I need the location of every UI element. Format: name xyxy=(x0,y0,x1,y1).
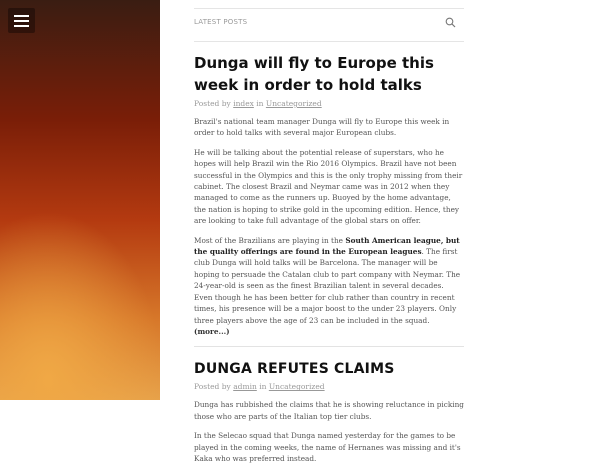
post-paragraph xyxy=(194,235,464,338)
post-paragraph: In the Selecao squad that Dunga named yesterday for the games to be played in the coming weeks, the name of Hernanes was missing and it's Kaka who was preferred instead. xyxy=(194,431,461,463)
meta-in: in xyxy=(256,99,264,108)
post-divider xyxy=(194,346,464,347)
posts-header-bar xyxy=(194,8,464,42)
post-article xyxy=(194,52,464,347)
post-paragraph: Dunga has rubbished the claims that he is showing reluctance in picking those who are parts of the Italian top tier clubs. xyxy=(194,400,464,421)
menu-toggle-button[interactable] xyxy=(8,8,35,33)
post-paragraph: He will be talking about the potential release of superstars, who he hopes will help Brazil win the Rio 2016 Olympics. Brazil have not been successful in the Olympics and this is the only trophy missing from their cabinet. The closest Brazil and Neymar came was in 2012 when they managed to come as the runners up. Buoyed by the home advantage, the nation is hoping to strike gold in the upcoming edition. Hence, they are looking to take full advantage of the global stars on offer. xyxy=(194,147,463,226)
post-title-link[interactable]: DUNGA REFUTES CLAIMS xyxy=(194,361,395,378)
paragraph-bold-text: South American league, but the quality offerings are found in the European leagues xyxy=(194,235,460,257)
author-link[interactable]: index xyxy=(233,99,254,108)
sidebar-background xyxy=(0,0,160,400)
post-paragraph: Brazil's national team manager Dunga will fly to Europe this week in order to hold talks with several major European clubs. xyxy=(194,117,450,138)
post-title-link[interactable]: Dunga will fly to Europe this week in order to hold talks xyxy=(194,54,434,94)
meta-prefix: Posted by xyxy=(194,382,231,392)
author-link[interactable]: admin xyxy=(233,382,257,392)
read-more-link[interactable]: (more...) xyxy=(194,326,230,336)
meta-prefix: Posted by xyxy=(194,99,231,108)
post-article xyxy=(194,359,464,464)
category-link[interactable]: Uncategorized xyxy=(268,382,325,392)
main-content xyxy=(194,0,464,463)
category-link[interactable]: Uncategorized xyxy=(265,99,322,108)
post-meta xyxy=(194,382,464,391)
post-meta xyxy=(194,99,464,108)
paragraph-text: . The first club Dunga will hold talks will be Barcelona. The manager will be hoping to persuade the Catalan club to part company with Neymar. The 24-year-old is seen as the finest Brazilian talent in several decades. Even though he has been better for club rather than country in recent times, his presence will be a major boost to the under 23 players. Only three players above the age of 23 can be included in the squad. xyxy=(194,247,461,325)
latest-posts-label: LATEST POSTS xyxy=(194,18,248,26)
search-icon[interactable] xyxy=(445,17,456,28)
meta-in: in xyxy=(259,382,267,392)
paragraph-text: Most of the Brazilians are playing in the xyxy=(194,235,346,245)
